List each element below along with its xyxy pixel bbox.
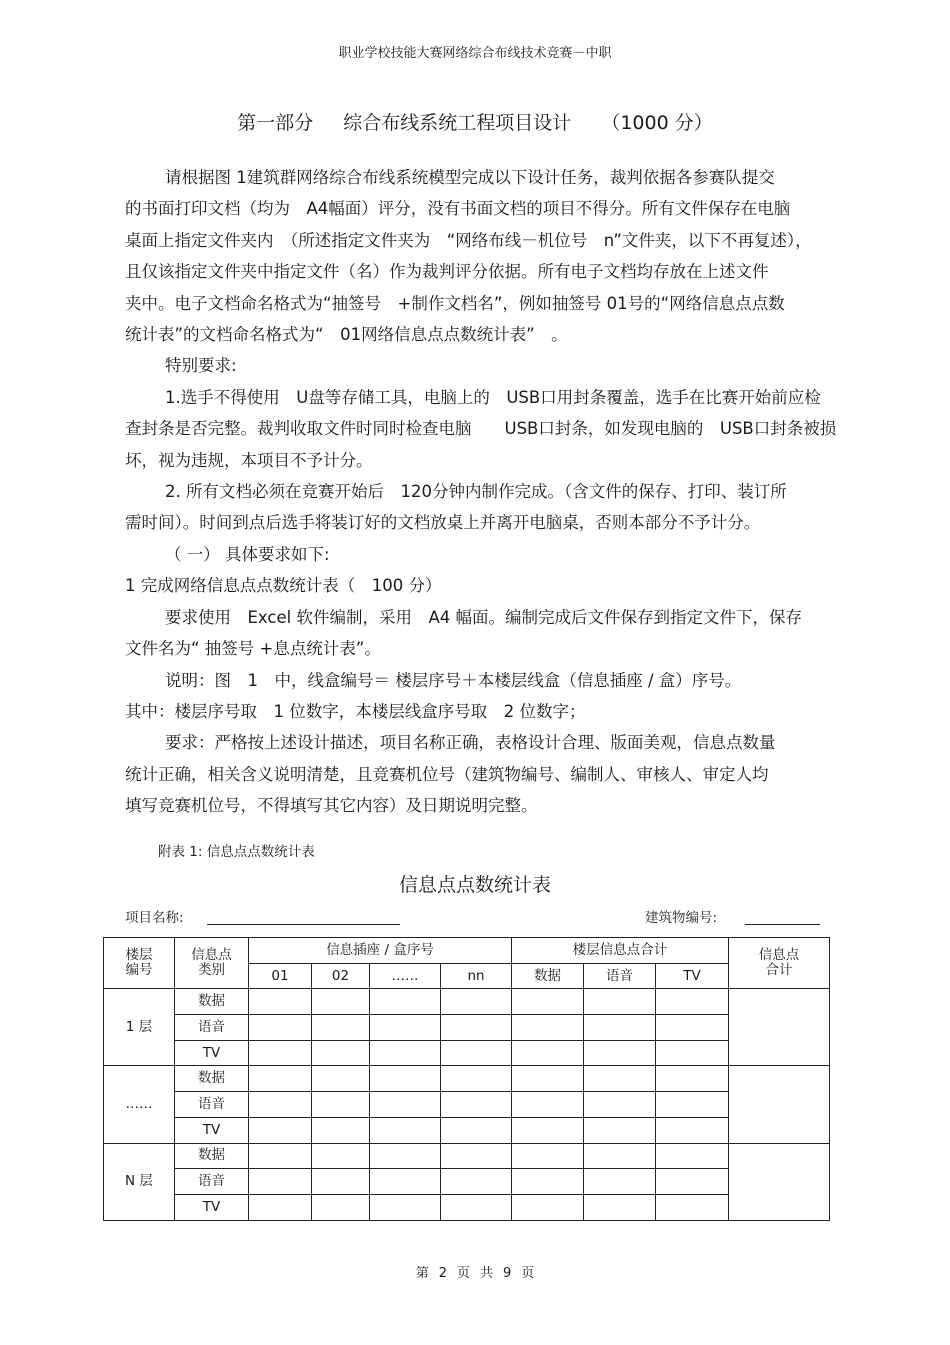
empty-cell bbox=[441, 1040, 512, 1066]
empty-cell bbox=[312, 1117, 370, 1143]
section-title bbox=[0, 108, 950, 135]
type-label: TV bbox=[175, 1117, 249, 1143]
type-label: 数据 bbox=[175, 1066, 249, 1092]
text-line: 查封条是否完整。裁判收取文件时同时检查电脑 USB口封条，如发现电脑的 USB口封条被损 bbox=[125, 419, 837, 439]
table-row bbox=[104, 1040, 830, 1066]
empty-cell bbox=[441, 1194, 512, 1220]
empty-cell bbox=[656, 1015, 729, 1041]
floor-total-col-header: 数据 bbox=[512, 963, 584, 989]
title-score: （1000 分） bbox=[601, 112, 713, 134]
empty-cell bbox=[370, 1169, 441, 1195]
empty-cell bbox=[656, 1066, 729, 1092]
empty-cell bbox=[249, 1092, 312, 1118]
floor-total-col-header: 语音 bbox=[584, 963, 656, 989]
special-heading: 特别要求: bbox=[165, 356, 237, 376]
empty-cell bbox=[249, 1015, 312, 1041]
type-label: 语音 bbox=[175, 1169, 249, 1195]
empty-cell bbox=[584, 1117, 656, 1143]
empty-cell bbox=[441, 1092, 512, 1118]
page-total: 9 bbox=[503, 1266, 512, 1281]
table-row bbox=[104, 1015, 830, 1041]
type-label: TV bbox=[175, 1040, 249, 1066]
table-title: 信息点点数统计表 bbox=[398, 874, 551, 896]
info-point-table bbox=[103, 937, 830, 1221]
table-row bbox=[104, 1117, 830, 1143]
empty-cell bbox=[312, 1194, 370, 1220]
empty-cell bbox=[512, 1066, 584, 1092]
empty-cell bbox=[584, 1066, 656, 1092]
total-cell bbox=[729, 989, 830, 1066]
table-body bbox=[104, 989, 830, 1220]
empty-cell bbox=[656, 1143, 729, 1169]
type-label: TV bbox=[175, 1194, 249, 1220]
empty-cell bbox=[249, 1040, 312, 1066]
socket-col-header: 01 bbox=[249, 963, 312, 989]
text-line: 填写竞赛机位号，不得填写其它内容）及日期说明完整。 bbox=[125, 796, 538, 816]
table-row bbox=[104, 1092, 830, 1118]
building-number-label: 建筑物编号: bbox=[645, 910, 718, 926]
empty-cell bbox=[312, 1169, 370, 1195]
empty-cell bbox=[249, 1117, 312, 1143]
empty-cell bbox=[370, 1040, 441, 1066]
title-part: 第一部分 bbox=[237, 112, 314, 134]
socket-header: 信息插座 / 盒序号 bbox=[249, 938, 512, 964]
text-line: 要求使用 Excel 软件编制，采用 A4 幅面。编制完成后文件保存到指定文件下，保存 bbox=[165, 607, 802, 627]
empty-cell bbox=[512, 989, 584, 1015]
table-caption: 附表 1: 信息点点数统计表 bbox=[158, 844, 315, 860]
text-line: 夹中。电子文档命名格式为“抽签号 +制作文档名”，例如抽签号 01号的“网络信息点点数 bbox=[125, 293, 785, 313]
total-cell bbox=[729, 1066, 830, 1143]
empty-cell bbox=[312, 1092, 370, 1118]
empty-cell bbox=[441, 1117, 512, 1143]
page-number: 2 bbox=[438, 1266, 447, 1281]
empty-cell bbox=[584, 1194, 656, 1220]
text-line: 统计正确，相关含义说明清楚，且竞赛机位号（建筑物编号、编制人、审核人、审定人均 bbox=[125, 764, 769, 784]
empty-cell bbox=[370, 1143, 441, 1169]
table-row bbox=[104, 1066, 830, 1092]
socket-col-header: nn bbox=[441, 963, 512, 989]
project-name-label: 项目名称: bbox=[125, 910, 184, 926]
empty-cell bbox=[584, 1169, 656, 1195]
intro-paragraph bbox=[125, 162, 870, 822]
empty-cell bbox=[370, 1194, 441, 1220]
text-line: 桌面上指定文件夹内 （所述指定文件夹为 “网络布线－机位号 n”文件夹，以下不再复述）， bbox=[125, 230, 812, 250]
empty-cell bbox=[584, 1015, 656, 1041]
task-title: 1 完成网络信息点点数统计表（ 100 分） bbox=[125, 576, 442, 596]
text-line: 且仅该指定文件夹中指定文件（名）作为裁判评分依据。所有电子文档均存放在上述文件 bbox=[125, 262, 769, 282]
empty-cell bbox=[656, 1117, 729, 1143]
type-label: 数据 bbox=[175, 989, 249, 1015]
empty-cell bbox=[312, 989, 370, 1015]
text-line: 其中：楼层序号取 1 位数字，本楼层线盒序号取 2 位数字； bbox=[125, 701, 586, 721]
page-header: 职业学校技能大赛网络综合布线技术竞赛－中职 bbox=[338, 46, 612, 61]
table-row bbox=[104, 1143, 830, 1169]
text-line: 坏，视为违规，本项目不予计分。 bbox=[125, 450, 373, 470]
text-line: 统计表”的文档命名格式为“ 01网络信息点点数统计表” 。 bbox=[125, 325, 568, 345]
type-label: 数据 bbox=[175, 1143, 249, 1169]
project-name-underline bbox=[207, 924, 400, 925]
floor-total-header: 楼层信息点合计 bbox=[512, 938, 729, 964]
empty-cell bbox=[312, 1143, 370, 1169]
floor-label: N 层 bbox=[104, 1143, 175, 1220]
empty-cell bbox=[370, 1117, 441, 1143]
empty-cell bbox=[441, 1066, 512, 1092]
empty-cell bbox=[512, 1117, 584, 1143]
empty-cell bbox=[370, 1092, 441, 1118]
empty-cell bbox=[249, 989, 312, 1015]
text-line: 1.选手不得使用 U盘等存储工具，电脑上的 USB口用封条覆盖，选手在比赛开始前应检 bbox=[165, 387, 821, 407]
socket-col-header: 02 bbox=[312, 963, 370, 989]
type-label: 语音 bbox=[175, 1092, 249, 1118]
floor-total-col-header: TV bbox=[656, 963, 729, 989]
page-footer: 第 2 页 共 9 页 bbox=[415, 1266, 535, 1281]
building-number-underline bbox=[745, 924, 820, 925]
text-line: 的书面打印文档（均为 A4幅面）评分，没有书面文档的项目不得分。所有文件保存在电脑 bbox=[125, 199, 791, 219]
type-header: 信息点 类别 bbox=[175, 938, 249, 989]
empty-cell bbox=[512, 1092, 584, 1118]
empty-cell bbox=[249, 1143, 312, 1169]
empty-cell bbox=[312, 1015, 370, 1041]
floor-header: 楼层 编号 bbox=[104, 938, 175, 989]
floor-label: 1 层 bbox=[104, 989, 175, 1066]
empty-cell bbox=[512, 1015, 584, 1041]
empty-cell bbox=[441, 989, 512, 1015]
empty-cell bbox=[441, 1015, 512, 1041]
empty-cell bbox=[370, 989, 441, 1015]
empty-cell bbox=[512, 1194, 584, 1220]
empty-cell bbox=[312, 1066, 370, 1092]
text-line: 2. 所有文档必须在竞赛开始后 120分钟内制作完成。（含文件的保存、打印、装订所 bbox=[165, 482, 787, 502]
empty-cell bbox=[584, 1143, 656, 1169]
table-row bbox=[104, 1194, 830, 1220]
empty-cell bbox=[249, 1194, 312, 1220]
empty-cell bbox=[512, 1169, 584, 1195]
text-line: 需时间）。时间到点后选手将装订好的文档放桌上并离开电脑桌，否则本部分不予计分。 bbox=[125, 513, 761, 533]
floor-label: …… bbox=[104, 1066, 175, 1143]
empty-cell bbox=[249, 1066, 312, 1092]
empty-cell bbox=[512, 1040, 584, 1066]
total-cell bbox=[729, 1143, 830, 1220]
empty-cell bbox=[441, 1143, 512, 1169]
empty-cell bbox=[312, 1040, 370, 1066]
socket-col-header: …… bbox=[370, 963, 441, 989]
total-header: 信息点 合计 bbox=[729, 938, 830, 989]
empty-cell bbox=[656, 1194, 729, 1220]
empty-cell bbox=[441, 1169, 512, 1195]
empty-cell bbox=[249, 1169, 312, 1195]
empty-cell bbox=[656, 1169, 729, 1195]
empty-cell bbox=[512, 1143, 584, 1169]
text-line: 要求：严格按上述设计描述，项目名称正确，表格设计合理、版面美观，信息点数量 bbox=[165, 733, 776, 753]
empty-cell bbox=[370, 1015, 441, 1041]
table-row bbox=[104, 989, 830, 1015]
empty-cell bbox=[656, 989, 729, 1015]
title-name: 综合布线系统工程项目设计 bbox=[343, 112, 572, 134]
text-line: 文件名为“ 抽签号 +息点统计表”。 bbox=[125, 639, 381, 659]
type-label: 语音 bbox=[175, 1015, 249, 1041]
text-line: 说明：图 1 中，线盒编号＝ 楼层序号＋本楼层线盒（信息插座 / 盒）序号。 bbox=[165, 670, 742, 690]
empty-cell bbox=[370, 1066, 441, 1092]
text-line: 请根据图 1建筑群网络综合布线系统模型完成以下设计任务，裁判依据各参赛队提交 bbox=[165, 168, 775, 187]
empty-cell bbox=[584, 1092, 656, 1118]
empty-cell bbox=[584, 1040, 656, 1066]
empty-cell bbox=[656, 1092, 729, 1118]
section-heading: （ 一） 具体要求如下: bbox=[165, 544, 330, 564]
empty-cell bbox=[656, 1040, 729, 1066]
empty-cell bbox=[584, 989, 656, 1015]
table-row bbox=[104, 1169, 830, 1195]
